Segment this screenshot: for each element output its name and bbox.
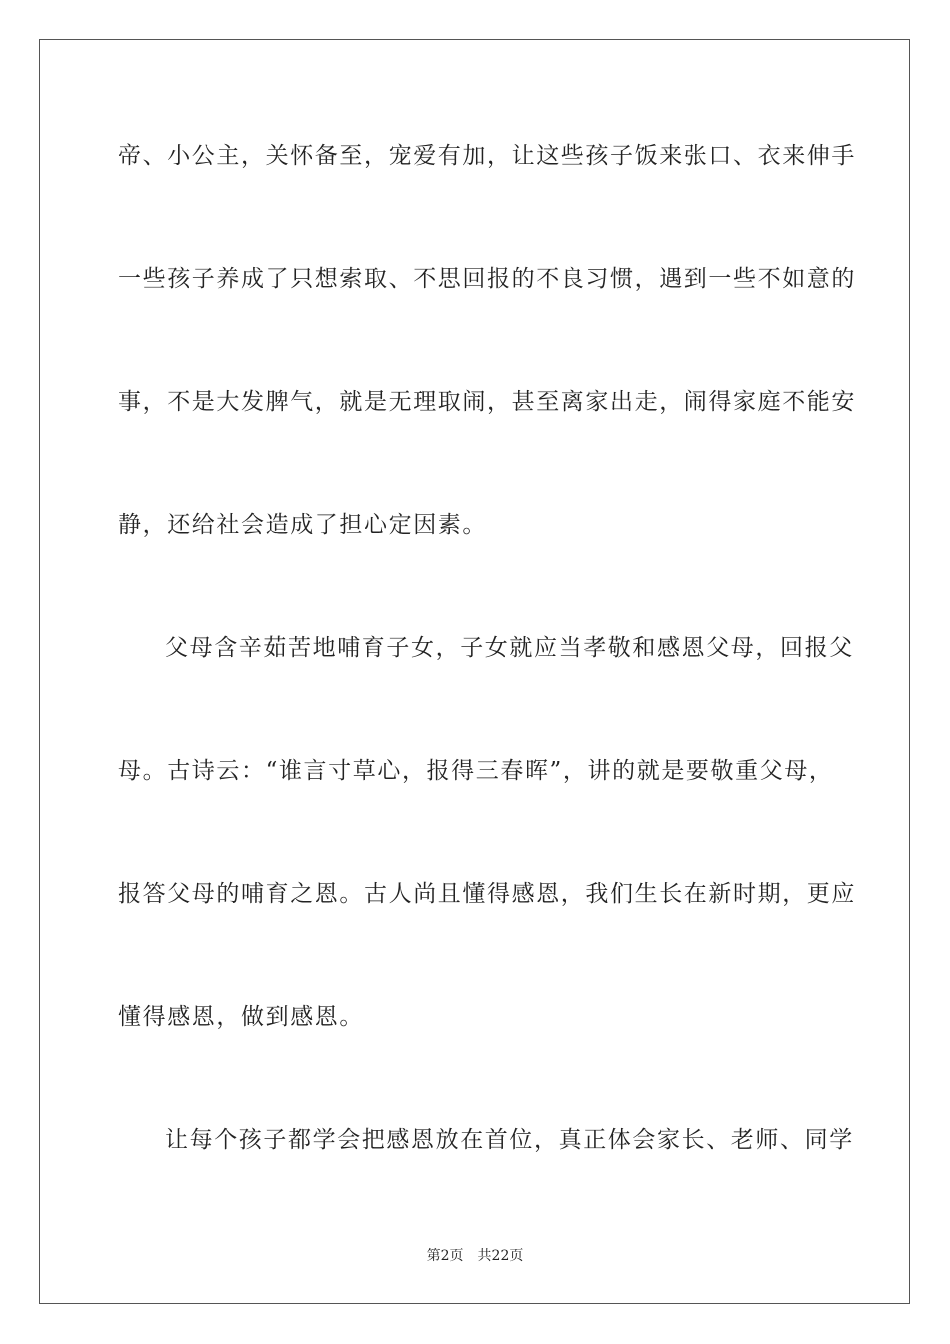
text-line-8: 懂得感恩，做到感恩。 bbox=[118, 1004, 364, 1030]
text-line-2: 一些孩子养成了只想索取、不思回报的不良习惯，遇到一些不如意的 bbox=[118, 266, 856, 292]
paragraph-2-line-1: 父母含辛茹苦地哺育子女，子女就应当孝敬和感恩父母，回报父 bbox=[165, 635, 854, 661]
text-line-7: 报答父母的哺育之恩。古人尚且懂得感恩，我们生长在新时期，更应 bbox=[118, 881, 856, 907]
text-line-1: 帝、小公主，关怀备至，宠爱有加，让这些孩子饭来张口、衣来伸手 bbox=[118, 143, 856, 169]
text-line-6: 母。古诗云：“谁言寸草心，报得三春晖”，讲的就是要敬重父母， bbox=[118, 758, 834, 784]
page-border bbox=[39, 39, 910, 1304]
page-footer bbox=[0, 1246, 950, 1266]
text-line-3: 事，不是大发脾气，就是无理取闹，甚至离家出走，闹得家庭不能安 bbox=[118, 389, 856, 415]
page-number: 第2页 bbox=[426, 1248, 464, 1264]
text-line-4: 静，还给社会造成了担心定因素。 bbox=[118, 512, 487, 538]
paragraph-3-line-1: 让每个孩子都学会把感恩放在首位，真正体会家长、老师、同学 bbox=[165, 1127, 854, 1153]
page-total: 共22页 bbox=[477, 1248, 524, 1264]
